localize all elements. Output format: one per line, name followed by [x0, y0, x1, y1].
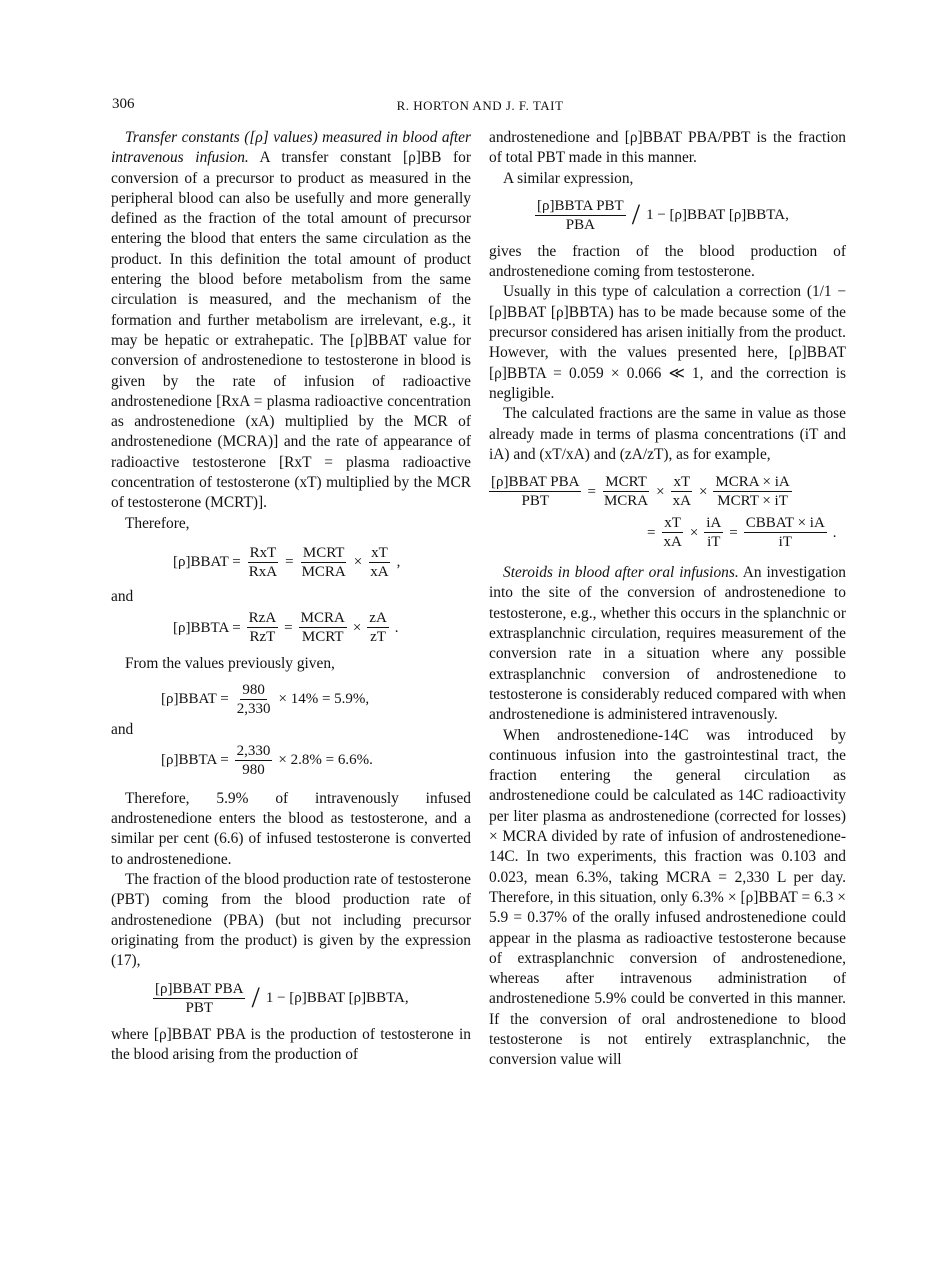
paragraph	[111, 128, 471, 514]
numerator: [ρ]BBTA PBT	[537, 197, 624, 214]
fraction	[661, 514, 683, 551]
denominator: MCRT	[301, 629, 344, 646]
numerator: [ρ]BBAT PBA	[155, 980, 244, 997]
equals-sign: =	[285, 554, 294, 571]
equation-lhs: [ρ]BBAT =	[173, 554, 241, 571]
equation-rhs: 1 − [ρ]BBAT [ρ]BBTA,	[646, 207, 789, 224]
equation-2	[173, 609, 471, 646]
numerator: xT	[371, 544, 388, 561]
numerator: zA	[369, 610, 387, 627]
fraction	[671, 473, 693, 510]
paragraph: The fraction of the blood production rate of testosterone (PBT) coming from the blood production rate of androstenedione (PBA) (but not including precursor originating from the product) is given by the expression (17),	[111, 871, 471, 970]
equation-3	[161, 681, 471, 718]
section-heading: Steroids in blood after oral infusions.	[503, 564, 739, 582]
equation-5	[153, 980, 471, 1017]
numerator: 2,330	[236, 742, 271, 759]
fraction	[247, 544, 279, 581]
denominator: RzT	[249, 629, 276, 646]
numerator: xT	[664, 515, 681, 532]
numerator: iA	[706, 515, 722, 532]
equation-4	[161, 742, 471, 779]
fraction	[367, 609, 389, 646]
denominator: MCRT × iT	[717, 493, 788, 510]
fraction	[235, 681, 273, 718]
page-number: 306	[112, 96, 135, 112]
paragraph: Therefore,	[125, 514, 190, 532]
paragraph: The calculated fractions are the same in value as those already made in terms of plasma concentrations (iT and iA) and (xT/xA) and (zA/zT), as for example,	[489, 405, 846, 463]
equation-punct: ,	[396, 554, 401, 571]
equals-sign: =	[587, 483, 596, 500]
fraction	[299, 609, 347, 646]
equation-lhs: [ρ]BBTA =	[161, 752, 229, 769]
numerator: 980	[242, 681, 265, 698]
fraction	[235, 742, 273, 779]
page-header	[112, 96, 848, 116]
equation-lhs: [ρ]BBAT =	[161, 690, 229, 707]
numerator: RxT	[249, 544, 277, 561]
equals-sign: =	[729, 524, 738, 541]
denominator: xA	[663, 534, 682, 551]
fraction	[489, 473, 581, 510]
paragraph: androstenedione and [ρ]BBAT PBA/PBT is the fraction of total PBT made in this manner.	[489, 129, 846, 167]
numerator: MCRT	[302, 544, 345, 561]
numerator: MCRT	[605, 474, 647, 491]
paragraph: Usually in this type of calculation a correction (1/1 − [ρ]BBAT [ρ]BBTA) has to be made because some of the precursor considered has arisen initially from the product. However, with the values presented here, [ρ]BBAT [ρ]BBTA = 0.059 × 0.066 ≪ 1, and the correction is negligible.	[489, 283, 846, 402]
paragraph	[489, 563, 846, 725]
equation-punct: .	[394, 619, 399, 636]
fraction	[704, 514, 723, 551]
denominator: 2,330	[236, 700, 271, 717]
denominator: 980	[242, 761, 265, 778]
times-sign: ×	[352, 619, 362, 636]
numerator: RzA	[248, 610, 277, 627]
fraction	[602, 473, 650, 510]
times-sign: ×	[353, 554, 363, 571]
equation-punct: .	[832, 524, 837, 541]
fraction	[247, 609, 279, 646]
equation-1	[173, 544, 471, 581]
denominator: xA	[672, 493, 691, 510]
numerator: CBBAT × iA	[745, 515, 825, 532]
denominator: iT	[778, 534, 792, 551]
denominator: PBT	[185, 999, 213, 1016]
times-sign: ×	[656, 483, 665, 500]
fraction	[744, 514, 827, 551]
paragraph: A similar expression,	[503, 169, 634, 187]
paragraph: gives the fraction of the blood production of androstenedione coming from testosterone.	[489, 242, 846, 281]
paragraph: Therefore, 5.9% of intravenously infused androstenedione enters the blood as testosterone, and a similar per cent (6.6) of infused testosterone is converted to androstenedione.	[111, 789, 471, 868]
left-column	[111, 128, 471, 1065]
connector-text: and	[111, 587, 134, 605]
equation-rhs: 1 − [ρ]BBAT [ρ]BBTA,	[265, 989, 409, 1006]
division-slash: /	[631, 198, 641, 232]
fraction	[713, 473, 791, 510]
section-heading: Transfer constants ([ρ] values) measured in blood after intravenous infusion.	[111, 129, 471, 167]
equation-lhs: [ρ]BBTA =	[173, 619, 241, 636]
numerator: xT	[673, 474, 691, 491]
denominator: RxA	[248, 563, 278, 580]
denominator: xA	[370, 563, 389, 580]
denominator: PBT	[521, 493, 549, 510]
right-column	[489, 128, 846, 1071]
fraction	[300, 544, 348, 581]
numerator: MCRA	[300, 610, 345, 627]
numerator: MCRA × iA	[715, 474, 790, 491]
equation-6	[535, 197, 846, 234]
times-sign: ×	[689, 524, 699, 541]
paragraph-text: An investigation into the site of the conversion of androstenedione to testosterone, e.g., whether this occurs in the splanchnic or extrasplanchnic circulation, requires measurement of the conversion rate in a situation where any possible extrasplanchnic conversion of androstenedione to testosterone is considerably reduced compared with when androstenedione is administered intravenously.	[489, 564, 846, 724]
equals-sign: =	[647, 524, 656, 541]
equation-rhs: × 14% = 5.9%,	[278, 690, 370, 707]
fraction	[368, 544, 390, 581]
equation-7	[489, 473, 846, 510]
denominator: MCRA	[301, 563, 346, 580]
paragraph: When androstenedione-14C was introduced by continuous infusion into the gastrointestinal tract, the fraction entering the general circulation as androstenedione could be calculated as 14C radioactivity per liter plasma as androstenedione (corrected for losses) × MCRA divided by rate of infusion of androstenedione-14C. In two experiments, this fraction was 0.103 and 0.023, mean 6.3%, taking MCRA = 2,330 L per day. Therefore, in this situation, only 6.3% × [ρ]BBAT = 6.3 × 5.9 = 0.37% of the orally infused androstenedione could appear in the plasma as radioactive testosterone because of extrasplanchnic conversion of androstenedione, whereas after intravenous administration of androstenedione 5.9% could be converted in this manner. If the conversion of oral androstenedione to blood testosterone is not entirely extrasplanchnic, the conversion value will	[489, 726, 846, 1069]
paragraph: where [ρ]BBAT PBA is the production of testosterone in the blood arising from the production of	[111, 1025, 471, 1063]
running-head: R. HORTON AND J. F. TAIT	[396, 98, 564, 113]
equation-rhs: × 2.8% = 6.6%.	[278, 752, 373, 769]
fraction	[153, 980, 245, 1017]
times-sign: ×	[698, 483, 708, 500]
equals-sign: =	[284, 619, 293, 636]
denominator: zT	[370, 629, 386, 646]
denominator: PBA	[565, 216, 595, 233]
denominator: iT	[707, 534, 721, 551]
division-slash: /	[251, 981, 260, 1014]
paragraph: From the values previously given,	[125, 655, 335, 673]
fraction	[535, 197, 626, 234]
paragraph-text: A transfer constant [ρ]BB for conversion of a precursor to product as measured in the peripheral blood can also be usefully and more generally defined as the fraction of the total amount of precursor entering the blood that enters the same circulation as the product. In this definition the total amount of product entering the blood before metabolism from the same circulation is measured, and the mechanism of the formation and further metabolism are irrelevant, e.g., it may be hepatic or extrahepatic. The [ρ]BBAT value for conversion of androstenedione to testosterone in blood is given by the rate of infusion of radioactive androstenedione [RxA = plasma radioactive concentration as androstenedione (xA) multiplied by the MCR of androstenedione (MCRA)] and the rate of appearance of radioactive testosterone [RxT = plasma radioactive concentration of testosterone (xT) multiplied by the MCR of testosterone (MCRT)].	[111, 149, 471, 512]
denominator: MCRA	[603, 493, 649, 510]
equation-8	[647, 514, 846, 551]
numerator: [ρ]BBAT PBA	[491, 474, 580, 491]
connector-text: and	[111, 720, 134, 738]
